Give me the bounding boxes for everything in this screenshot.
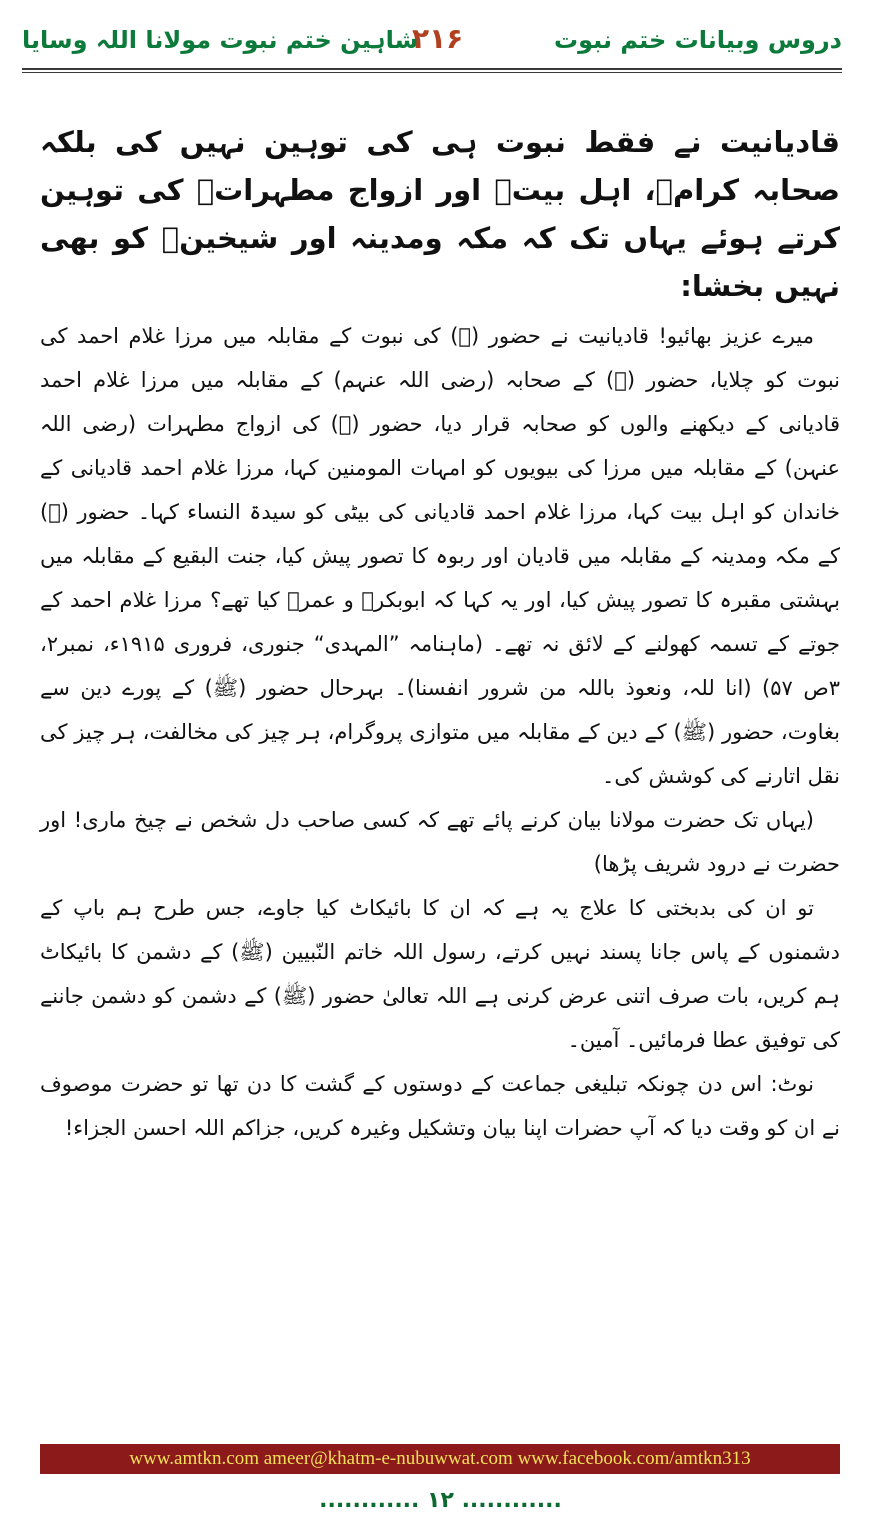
paragraph-2: (یہاں تک حضرت مولانا بیان کرنے پائے تھے کہ کسی صاحب دل شخص نے چیخ ماری! اور حضرت نے درود شریف پڑھا) [40,808,840,876]
page-number: ۲۱۶ [412,22,464,55]
header-rule-thin [22,72,842,73]
paragraph-note: نوٹ: اس دن چونکہ تبلیغی جماعت کے دوستوں کے گشت کا دن تھا تو حضرت موصوف نے ان کو وقت دیا کہ آپ حضرات اپنا بیان وتشکیل وغیرہ کریں، جزاکم اللہ احسن الجزاء! [40,1072,840,1140]
section-heading: قادیانیت نے فقط نبوت ہی کی توہین نہیں کی بلکہ صحابہ کرامؓ، اہل بیتؓ اور ازواج مطہراتؓ کی توہین کرتے ہوئے یہاں تک کہ مکہ ومدینہ اور شیخینؓ کو بھی نہیں بخشا: [40,125,840,303]
main-content [40,118,840,1150]
paragraph-3: تو ان کی بدبختی کا علاج یہ ہے کہ ان کا بائیکاٹ کیا جاوے، جس طرح ہم باپ کے دشمنوں کے پاس جانا پسند نہیں کرتے، رسول اللہ خاتم النّبیین (ﷺ) کے دشمن کا بائیکاٹ ہم کریں، بات صرف اتنی عرض کرنی ہے اللہ تعالیٰ حضور (ﷺ) کے دشمن کو دشمن جاننے کی توفیق عطا فرمائیں۔ آمین۔ [40,896,840,1052]
paragraph-1: میرے عزیز بھائیو! قادیانیت نے حضور (ﷺ) کی نبوت کے مقابلہ میں مرزا غلام احمد کی نبوت کو چلایا، حضور (ﷺ) کے صحابہ (رضی اللہ عنہم) کے مقابلہ میں مرزا غلام احمد قادیانی کے دیکھنے والوں کو صحابہ قرار دیا، حضور (ﷺ) کی ازواج مطہرات (رضی اللہ عنہن) کے مقابلہ میں مرزا کی بیویوں کو امہات المومنین کہا، مرزا غلام احمد قادیانی کے خاندان کو اہل بیت کہا، مرزا غلام احمد قادیانی کی بیٹی کو سیدۃ النساء کہا۔ حضور (ﷺ) کے مکہ ومدینہ کے مقابلہ میں قادیان اور ربوہ کا تصور پیش کیا، جنت البقیع کے مقابلہ میں بہشتی مقبرہ کا تصور پیش کیا، اور یہ کہا کہ ابوبکرؓ و عمرؓ کیا تھے؟ مرزا غلام احمد کے جوتے کے تسمہ کھولنے کے لائق نہ تھے۔ (ماہنامہ ”المہدی“ جنوری، فروری ۱۹۱۵ء، نمبر۲، ۳ص ۵۷) (انا للہ، ونعوذ باللہ من شرور انفسنا)۔ بہرحال حضور (ﷺ) کے پورے دین سے بغاوت، حضور (ﷺ) کے دین کے مقابلہ میں متوازی پروگرام، ہر چیز کی مخالفت، ہر چیز کی نقل اتارنے کی کوشش کی۔ [40,324,840,788]
footer-links: www.amtkn.com ameer@khatm-e-nubuwwat.com www.facebook.com/amtkn313 [40,1444,840,1474]
author-title: شاہین ختم نبوت مولانا اللہ وسایا [22,26,419,54]
book-title: دروس وبیانات ختم نبوت [554,26,842,54]
page-header [22,22,842,62]
header-rule [22,68,842,70]
footer-page-marker: ............ ۱۲ ............ [319,1488,562,1513]
